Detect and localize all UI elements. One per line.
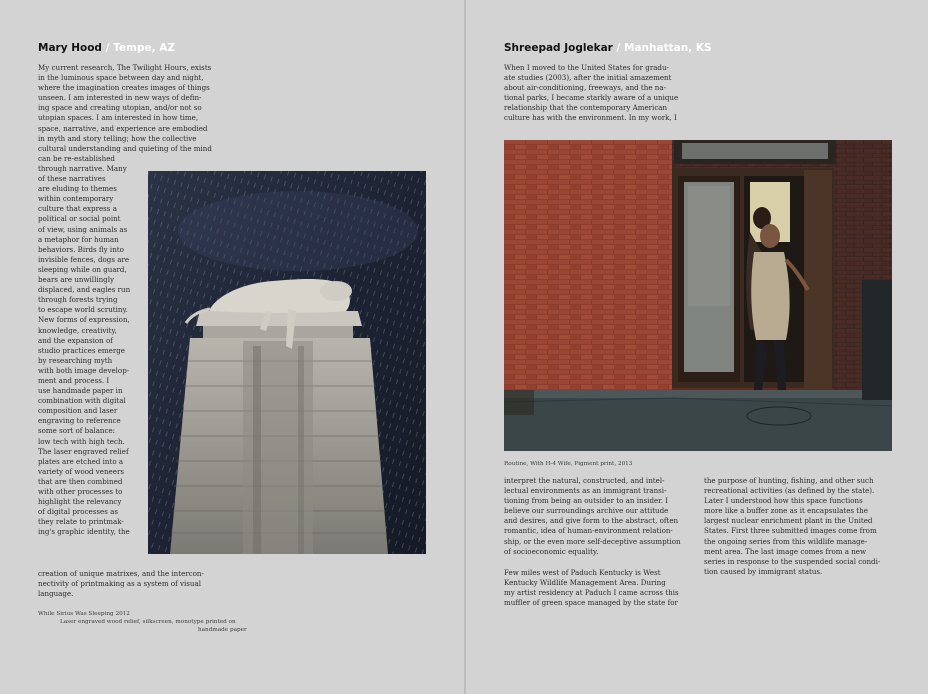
text-line: romantic, idea of human-environment relation- (504, 526, 673, 536)
text-line: the purpose of hunting, fishing, and other such (704, 476, 874, 485)
text-line: and desires, and give form to the abstract, often (504, 516, 679, 526)
text-line: of these narratives (38, 174, 106, 184)
left-caption-medium-2: handmade paper (198, 627, 247, 633)
right-col1-text (504, 476, 681, 557)
couple-in-doorway-brick-wall-photo (504, 140, 892, 451)
text-line: unseen. I am interested in new ways of defin- (38, 93, 202, 103)
text-line: cultural understanding and quieting of the mind (38, 143, 212, 153)
text-line: combination with digital (38, 396, 126, 406)
text-line: political or social point (38, 214, 121, 224)
text-line: States. First three submitted images come from (704, 526, 877, 536)
text-line: use handmade paper in (38, 386, 123, 396)
text-line: to escape world scrutiny. (38, 305, 128, 315)
text-line: some sort of balance: (38, 426, 116, 436)
text-line: utopian spaces. I am interested in how time, (38, 113, 199, 123)
right-artist-heading (504, 42, 712, 54)
text-line: largest nuclear enrichment plant in the United (704, 516, 873, 526)
text-line: ment area. The last image comes from a new (704, 546, 867, 556)
dog-on-stone-pillar-artwork (148, 171, 426, 554)
right-page (466, 0, 928, 694)
text-line: my artist residency at Paduch I came across this (504, 588, 679, 598)
text-line: Few miles west of Paduch Kentucky is West (504, 568, 661, 577)
text-line: believe our surroundings archive our attitude (504, 506, 669, 516)
text-line: behaviors. Birds fly into (38, 244, 124, 254)
text-line: engraving to reference (38, 416, 121, 426)
left-body-text-top (38, 63, 212, 164)
text-line: of socioeconomic equality. (504, 546, 599, 556)
text-line: highlight the relevancy (38, 497, 122, 507)
text-line: tioning from being an outsider to an insider. I (504, 496, 669, 506)
text-line: My current research, The Twilight Hours, exists (38, 63, 212, 72)
text-line: are eluding to themes (38, 184, 117, 194)
text-line: ship, or the even more self-deceptive assumption (504, 536, 681, 546)
text-line: knowledge, creativity, (38, 325, 117, 335)
text-line: that are then combined (38, 476, 123, 486)
text-line: tional parks, I became starkly aware of a unique (504, 93, 679, 103)
left-body-text-end (38, 569, 204, 599)
right-intro-text (504, 63, 678, 124)
text-line: tion caused by immigrant status. (704, 566, 823, 576)
text-line: muffler of green space managed by the state for (504, 598, 678, 608)
text-line: nectivity of printmaking as a system of visual (38, 579, 201, 589)
text-line: recreational activities (as defined by the state). (704, 486, 875, 496)
text-line: creation of unique matrixes, and the intercon- (38, 569, 204, 578)
text-line: series in response to the suspended social condi- (704, 556, 881, 566)
left-artist-location: Tempe, AZ (113, 42, 175, 54)
left-artwork-image (148, 171, 426, 554)
text-line: about air-conditioning, freeways, and the na- (504, 83, 667, 93)
text-line: plates are etched into a (38, 456, 124, 466)
text-line: bears are unwillingly (38, 275, 114, 285)
text-line: culture has with the environment. In my work, I (504, 113, 677, 123)
left-caption-medium: Laser engraved wood relief, silkscreen, monotype printed on (60, 619, 236, 625)
text-line: and the expansion of (38, 335, 113, 345)
text-line: in the luminous space between day and night, (38, 73, 204, 83)
text-line: of digital processes as (38, 507, 118, 517)
right-photo (504, 140, 892, 451)
text-line: within contemporary (38, 194, 114, 204)
text-line: more like a buffer zone as it encapsulates the (704, 506, 868, 516)
right-col2-text (704, 476, 880, 577)
text-line: ing space and creating utopian, and/or not so (38, 103, 202, 113)
right-photo-caption: Routine, With H-4 Wife, Pigment print, 2013 (504, 461, 633, 467)
text-line: lectual environments as an immigrant transi- (504, 486, 667, 496)
text-line: sleeping while on guard, (38, 264, 127, 274)
text-line: variety of wood veneers (38, 466, 124, 476)
right-artist-location: Manhattan, KS (624, 42, 712, 54)
text-line: can be re-established (38, 153, 115, 163)
text-line: The laser engraved relief (38, 446, 129, 456)
left-artist-name: Mary Hood (38, 42, 102, 54)
left-separator: / (105, 42, 110, 54)
right-col1-para2 (504, 568, 679, 608)
text-line: When I moved to the United States for gradu- (504, 63, 669, 72)
text-line: where the imagination creates images of things (38, 83, 210, 93)
text-line: relationship that the contemporary American (504, 103, 668, 113)
text-line: New forms of expression, (38, 315, 130, 325)
text-line: Later I understood how this space functions (704, 496, 863, 506)
right-artist-name: Shreepad Joglekar (504, 42, 613, 54)
text-line: with both image develop- (38, 365, 130, 375)
text-line: ate studies (2003), after the initial amazement (504, 73, 672, 83)
text-line: displaced, and eagles run (38, 285, 131, 295)
right-separator: / (616, 42, 621, 54)
text-line: language. (38, 589, 74, 599)
text-line: Kentucky Wildlife Management Area. During (504, 578, 666, 588)
text-line: in myth and story telling; how the collective (38, 133, 197, 143)
text-line: invisible fences, dogs are (38, 254, 130, 264)
left-artist-heading (38, 42, 175, 54)
text-line: they relate to printmak- (38, 517, 124, 527)
text-line: ing's graphic identity, the (38, 527, 130, 537)
text-line: low tech with high tech. (38, 436, 125, 446)
text-line: studio practices emerge (38, 345, 125, 355)
text-line: the ongoing series from this wildlife manage- (704, 536, 868, 546)
text-line: interpret the natural, constructed, and intel- (504, 476, 665, 485)
text-line: through forests trying (38, 295, 118, 305)
text-line: a metaphor for human (38, 234, 119, 244)
left-body-text-narrow (38, 164, 130, 537)
text-line: with other processes to (38, 487, 123, 496)
text-line: ment and process. I (38, 375, 110, 385)
text-line: culture that express a (38, 204, 117, 214)
text-line: of view, using animals as (38, 224, 128, 234)
text-line: by researching myth (38, 355, 113, 365)
text-line: through narrative. Many (38, 164, 127, 173)
text-line: space, narrative, and experience are embodied (38, 123, 208, 133)
text-line: composition and laser (38, 406, 118, 416)
left-caption-title: While Sirius Was Sleeping 2012 (38, 611, 130, 617)
